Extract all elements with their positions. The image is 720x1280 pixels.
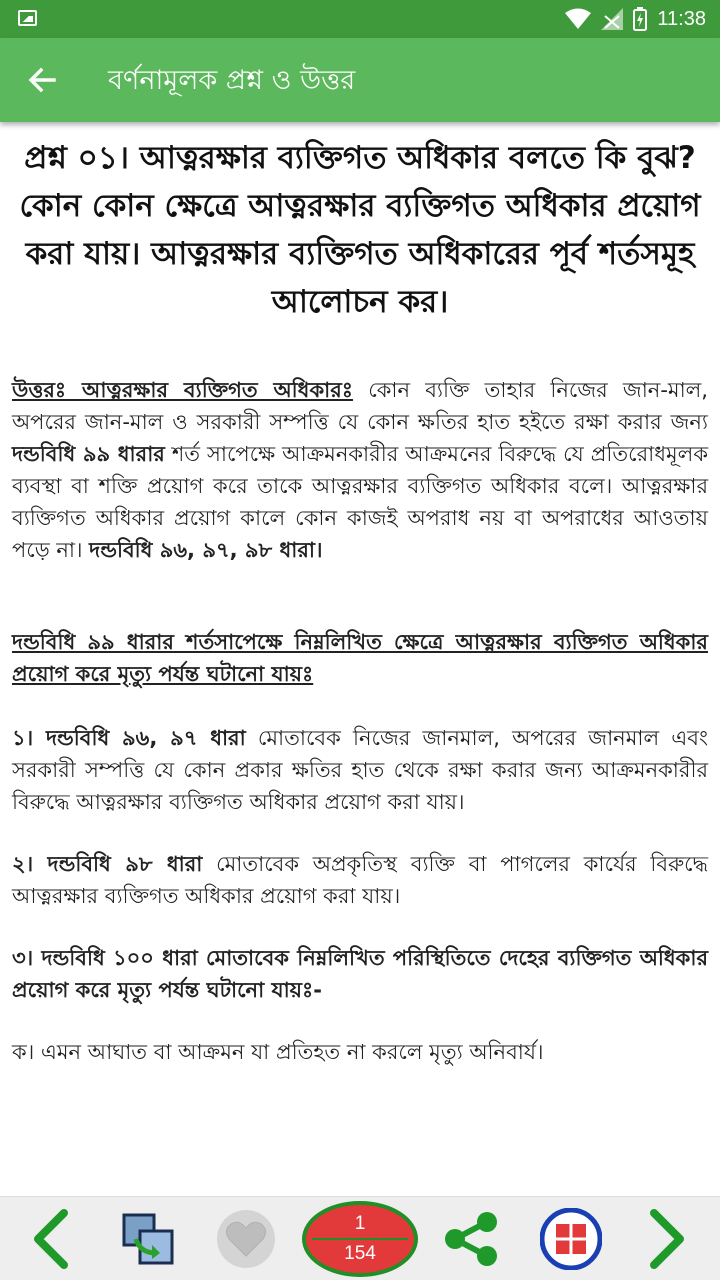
back-arrow-icon[interactable] — [26, 64, 58, 96]
share-icon — [441, 1208, 503, 1270]
point-2-text: মোতাবেক অপ্রকৃতিস্থ ব্যক্তি বা পাগলের কার্যের বিরুদ্ধে আত্নরক্ষার ব্যক্তিগত অধিকার প্রয়োগ করা যায়। — [12, 852, 709, 908]
gallery-icon — [18, 10, 37, 26]
status-time: 11:38 — [657, 7, 706, 30]
answer-text-1: কোন ব্যক্তি তাহার নিজের জান-মাল, অপরের জান-মাল ও সরকারী সম্পত্তি যে কোন ক্ষতির হাত হইতে রক্ষা করার জন্য — [12, 378, 708, 434]
share-button[interactable] — [440, 1207, 504, 1271]
answer-text-2: শর্ত সাপেক্ষে আক্রমনকারীর আক্রমনের বিরুদ্ধে যে প্রতিরোধমূলক ব্যবস্থা বা শক্তি প্রয়োগ করে তাকে আত্নরক্ষার ব্যক্তিগত অধিকার বলে। আত্নরক্ষার ব্যক্তিগত অধিকার প্রয়োগ কালে কোন কাজই অপরাধ নয় বা অপরাধের আওতায় পড়ে না। — [12, 442, 709, 562]
status-icons — [565, 0, 706, 38]
battery-charging-icon — [633, 7, 647, 31]
point-1-bold: ১। দন্ডবিধি ৯৬, ৯৭ ধারা — [12, 726, 246, 750]
copy-button[interactable] — [116, 1207, 180, 1271]
section-heading: দন্ডবিধি ৯৯ ধারার শর্তসাপেক্ষে নিম্নলিখিত ক্ষেত্রে আত্নরক্ষার ব্যক্তিগত অধিকার প্রয়োগ করে মৃত্যু পর্যন্ত ঘটানো যায়ঃ — [12, 630, 708, 686]
answer-bold-1: দন্ডবিধি ৯৯ ধারার — [12, 442, 165, 466]
total-pages: 154 — [344, 1243, 376, 1264]
bottom-toolbar — [0, 1196, 720, 1280]
point-1-text: মোতাবেক নিজের জানমাল, অপরের জানমাল এবং সরকারী সম্পত্তি যে কোন প্রকার ক্ষতির হাত থেকে রক্ষা করার জন্য আক্রমনকারীর বিরুদ্ধে আত্নরক্ষার ব্যক্তিগত অধিকার প্রয়োগ করা যায়। — [12, 726, 708, 814]
favorite-heart-icon — [215, 1208, 277, 1270]
answer-label: উত্তরঃ আত্নরক্ষার ব্যক্তিগত অধিকারঃ — [12, 378, 353, 402]
next-chevron-icon — [646, 1207, 690, 1271]
next-button[interactable] — [636, 1207, 700, 1271]
menu-grid-button[interactable] — [539, 1207, 603, 1271]
prev-button[interactable] — [18, 1207, 82, 1271]
point-3 — [12, 942, 708, 1006]
current-page: 1 — [354, 1213, 366, 1234]
wifi-icon — [565, 8, 591, 30]
app-bar — [0, 38, 720, 122]
status-bar — [0, 0, 720, 38]
sub-point-a: ক। এমন আঘাত বা আক্রমন যা প্রতিহত না করলে মৃত্যু অনিবার্য। — [12, 1040, 544, 1064]
content-scroll-area[interactable] — [0, 122, 720, 1196]
prev-chevron-icon — [28, 1207, 72, 1271]
grid-menu-icon — [540, 1208, 602, 1270]
copy-icon — [118, 1209, 178, 1269]
page-indicator[interactable] — [302, 1201, 418, 1277]
point-3-bold: ৩। দন্ডবিধি ১০০ ধারা মোতাবেক নিম্নলিখিত পরিস্থিতিতে দেহের ব্যক্তিগত অধিকার প্রয়োগ করে মৃত্যু পর্যন্ত ঘটানো যায়ঃ- — [12, 946, 708, 1002]
answer-bold-2: দন্ডবিধি ৯৬, ৯৭, ৯৮ ধারা। — [89, 538, 323, 562]
page-divider — [312, 1238, 408, 1240]
point-2 — [12, 848, 708, 912]
point-1 — [12, 722, 708, 818]
answer-paragraph — [12, 374, 708, 566]
page-title: বর্ণনামূলক প্রশ্ন ও উত্তর — [108, 65, 356, 96]
favorite-button[interactable] — [214, 1207, 278, 1271]
signal-icon — [601, 8, 623, 30]
point-2-bold: ২। দন্ডবিধি ৯৮ ধারা — [12, 852, 203, 876]
question-heading: প্রশ্ন ০১। আত্নরক্ষার ব্যক্তিগত অধিকার বলতে কি বুঝ? কোন কোন ক্ষেত্রে আত্নরক্ষার ব্যক্তিগত অধিকার প্রয়োগ করা যায়। আত্নরক্ষার ব্যক্তিগত অধিকারের পূর্ব শর্তসমূহ আলোচন কর। — [19, 140, 701, 320]
